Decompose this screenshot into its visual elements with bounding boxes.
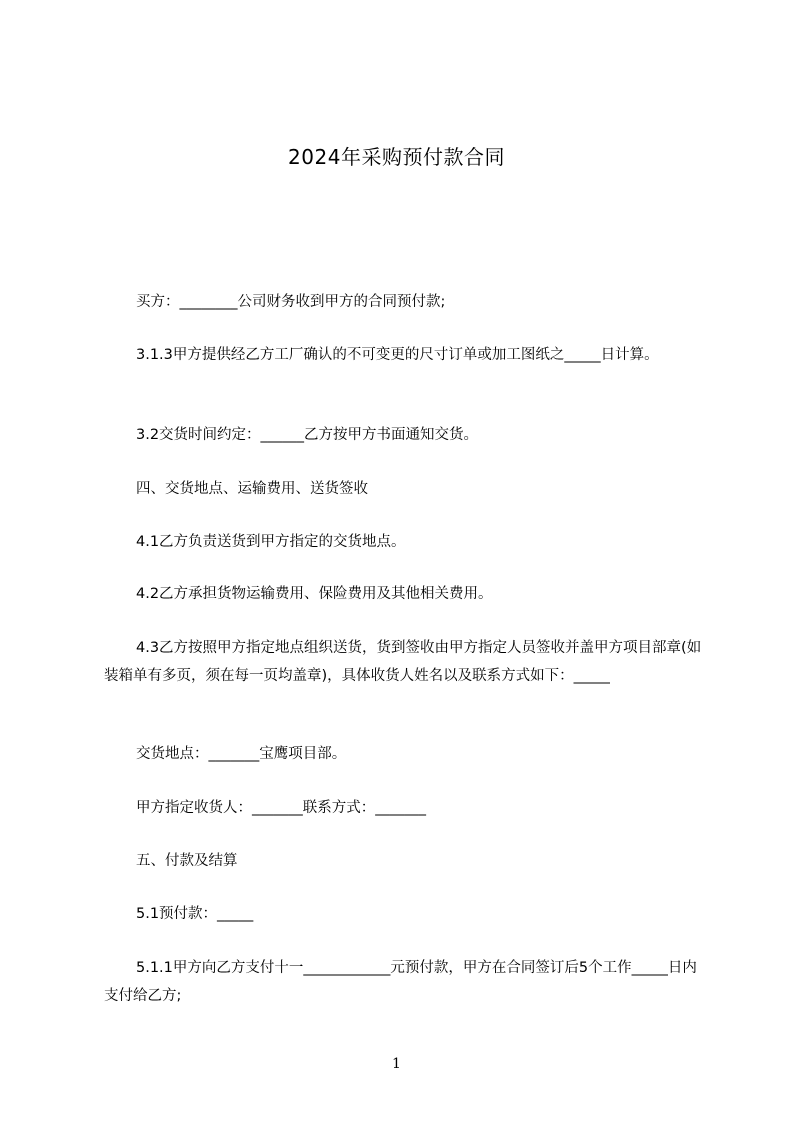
paragraph-receiver-contact: 甲方指定收货人：_______联系方式：_______ <box>136 800 426 816</box>
section-heading-5: 五、付款及结算 <box>136 853 238 869</box>
section-heading-4: 四、交货地点、运输费用、送货签收 <box>136 481 368 497</box>
document-title: 2024年采购预付款合同 <box>288 145 505 169</box>
paragraph-delivery-location: 交货地点：_______宝鹰项目部。 <box>136 746 347 762</box>
page-number: 1 <box>392 1056 401 1072</box>
paragraph-4-1: 4.1乙方负责送货到甲方指定的交货地点。 <box>136 534 406 550</box>
paragraph-3-1-3: 3.1.3甲方提供经乙方工厂确认的不可变更的尺寸订单或加工图纸之_____日计算。 <box>136 347 659 363</box>
paragraph-4-2: 4.2乙方承担货物运输费用、保险费用及其他相关费用。 <box>136 586 493 602</box>
paragraph-4-3: 4.3乙方按照甲方指定地点组织送货，货到签收由甲方指定人员签收并盖甲方项目部章(如装箱单有多页，须在每一页均盖章)，具体收货人姓名以及联系方式如下：_____ <box>104 640 702 684</box>
paragraph-buyer: 买方：________公司财务收到甲方的合同预付款; <box>136 294 446 310</box>
paragraph-3-2: 3.2交货时间约定：______乙方按甲方书面通知交货。 <box>136 427 479 443</box>
paragraph-5-1: 5.1预付款：_____ <box>136 906 254 922</box>
paragraph-5-1-1: 5.1.1甲方向乙方支付十一____________元预付款，甲方在合同签订后5个工作_____日内支付给乙方; <box>104 960 697 1004</box>
